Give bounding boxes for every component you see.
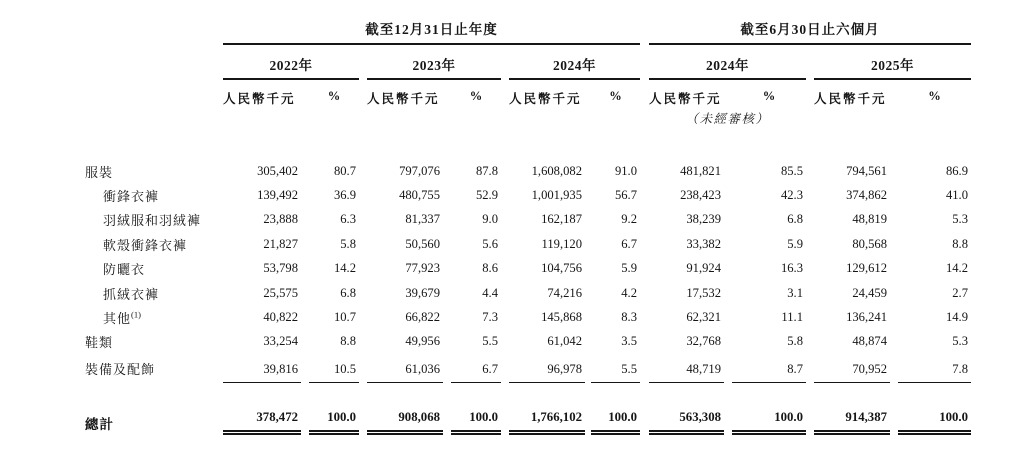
table-cell: 7.3 xyxy=(482,310,498,325)
unit-label: 人民幣千元 xyxy=(367,92,440,106)
total-row-label: 總計 xyxy=(85,416,114,432)
table-cell: 61,036 xyxy=(367,362,443,383)
table-cell: 66,822 xyxy=(405,310,440,325)
percent-label: % xyxy=(609,89,622,103)
table-cell: 5.5 xyxy=(591,362,640,383)
table-cell: 52.9 xyxy=(475,188,498,203)
table-cell: 48,719 xyxy=(649,362,724,383)
table-cell: 5.9 xyxy=(787,236,803,251)
table-cell: 563,308 xyxy=(649,410,724,435)
table-cell: 908,068 xyxy=(367,410,443,435)
table-cell: 5.6 xyxy=(482,236,498,251)
table-cell: 480,755 xyxy=(399,188,440,203)
table-cell: 40,822 xyxy=(263,310,298,325)
table-cell: 100.0 xyxy=(591,410,640,435)
unit-label: 人民幣千元 xyxy=(509,92,582,106)
note-row xyxy=(85,109,975,127)
table-cell: 74,216 xyxy=(547,285,582,300)
table-cell: 41.0 xyxy=(945,188,968,203)
year-header-2024: 2024年 xyxy=(509,45,640,80)
year-header-row xyxy=(85,45,975,80)
table-cell: 23,888 xyxy=(263,212,298,227)
row-label xyxy=(85,210,223,229)
year-header-2022: 2022年 xyxy=(223,45,359,80)
table-cell: 1,608,082 xyxy=(531,163,582,178)
table-cell: 80.7 xyxy=(333,163,356,178)
percent-label: % xyxy=(327,89,341,103)
row-label-text: 其他 xyxy=(103,311,132,327)
table-cell: 91.0 xyxy=(614,163,637,178)
table-cell: 481,821 xyxy=(680,163,721,178)
table-cell: 86.9 xyxy=(945,163,968,178)
table-cell: 119,120 xyxy=(541,236,582,251)
unit-label: 人民幣千元 xyxy=(814,92,887,106)
table-cell: 14.2 xyxy=(333,261,356,276)
table-cell: 8.7 xyxy=(732,362,806,383)
table-cell: 32,768 xyxy=(686,334,721,349)
row-label xyxy=(85,162,223,181)
period-header-row xyxy=(85,18,975,45)
table-cell: 6.8 xyxy=(787,212,803,227)
table-cell: 100.0 xyxy=(898,410,971,435)
table-cell: 9.0 xyxy=(482,212,498,227)
table-cell: 25,575 xyxy=(263,285,298,300)
table-row xyxy=(85,159,975,183)
table-cell: 8.8 xyxy=(952,236,968,251)
table-cell: 5.3 xyxy=(952,212,968,227)
table-cell: 39,679 xyxy=(405,285,440,300)
row-label-text: 服裝 xyxy=(85,164,114,180)
table-cell: 10.5 xyxy=(309,362,359,383)
table-row xyxy=(85,183,975,207)
table-cell: 48,874 xyxy=(852,334,887,349)
table-cell: 797,076 xyxy=(399,163,440,178)
year-header-2023: 2023年 xyxy=(367,45,501,80)
table-cell: 139,492 xyxy=(257,188,298,203)
table-row xyxy=(85,208,975,232)
row-label-text: 防曬衣 xyxy=(103,262,146,278)
table-cell: 145,868 xyxy=(541,310,582,325)
table-cell: 6.7 xyxy=(621,236,637,251)
unaudited-note: （未經審核） xyxy=(685,112,770,126)
table-cell: 6.3 xyxy=(340,212,356,227)
row-label xyxy=(85,308,223,327)
table-cell: 136,241 xyxy=(846,310,887,325)
table-cell: 162,187 xyxy=(541,212,582,227)
table-cell: 5.8 xyxy=(340,236,356,251)
table-cell: 17,532 xyxy=(686,285,721,300)
row-label xyxy=(85,235,223,254)
table-cell: 33,254 xyxy=(263,334,298,349)
table-cell: 4.2 xyxy=(621,285,637,300)
table-row xyxy=(85,257,975,281)
table-cell: 56.7 xyxy=(614,188,637,203)
row-label-text: 羽絨服和羽絨褲 xyxy=(103,213,202,229)
revenue-breakdown-table xyxy=(85,18,975,435)
table-cell: 33,382 xyxy=(686,236,721,251)
row-label-text: 衝鋒衣褲 xyxy=(103,189,160,205)
table-cell: 794,561 xyxy=(846,163,887,178)
table-cell: 7.8 xyxy=(898,362,971,383)
table-cell: 2.7 xyxy=(952,285,968,300)
table-cell: 61,042 xyxy=(547,334,582,349)
table-cell: 11.1 xyxy=(781,310,803,325)
table-cell: 53,798 xyxy=(263,261,298,276)
table-cell: 5.3 xyxy=(952,334,968,349)
row-label xyxy=(85,284,223,303)
period-header-annual: 截至12月31日止年度 xyxy=(223,18,640,45)
row-label-text: 鞋類 xyxy=(85,335,114,351)
year-header-2024-interim: 2024年 xyxy=(649,45,806,80)
table-cell: 14.2 xyxy=(945,261,968,276)
total-row xyxy=(85,410,975,435)
table-cell: 5.5 xyxy=(482,334,498,349)
percent-label: % xyxy=(928,89,941,103)
row-label-text: 抓絨衣褲 xyxy=(103,286,160,302)
table-cell: 81,337 xyxy=(405,212,440,227)
table-cell: 4.4 xyxy=(482,285,498,300)
table-cell: 39,816 xyxy=(223,362,301,383)
percent-label: % xyxy=(469,89,483,103)
table-cell: 24,459 xyxy=(852,285,887,300)
table-cell: 305,402 xyxy=(257,163,298,178)
table-cell: 9.2 xyxy=(621,212,637,227)
table-cell: 914,387 xyxy=(814,410,890,435)
table-cell: 96,978 xyxy=(509,362,585,383)
table-cell: 21,827 xyxy=(263,236,298,251)
table-cell: 87.8 xyxy=(475,163,498,178)
table-row xyxy=(85,305,975,329)
table-cell: 5.9 xyxy=(621,261,637,276)
table-row xyxy=(85,330,975,354)
table-cell: 8.3 xyxy=(621,310,637,325)
year-header-2025-interim: 2025年 xyxy=(814,45,971,80)
table-row xyxy=(85,354,975,383)
table-cell: 10.7 xyxy=(333,310,356,325)
table-body xyxy=(85,159,975,383)
table-cell: 100.0 xyxy=(732,410,806,435)
footnote-marker: (1) xyxy=(131,309,141,320)
table-cell: 378,472 xyxy=(223,410,301,435)
row-label xyxy=(85,186,223,205)
table-cell: 374,862 xyxy=(846,188,887,203)
row-label-text: 軟殼衝鋒衣褲 xyxy=(103,237,188,253)
table-cell: 100.0 xyxy=(309,410,359,435)
unit-header-row xyxy=(85,89,975,107)
period-header-interim: 截至6月30日止六個月 xyxy=(649,18,971,45)
table-cell: 62,321 xyxy=(686,310,721,325)
table-cell: 91,924 xyxy=(686,261,721,276)
table-cell: 238,423 xyxy=(680,188,721,203)
table-cell: 6.7 xyxy=(451,362,501,383)
unit-label: 人民幣千元 xyxy=(649,92,722,106)
table-row xyxy=(85,232,975,256)
table-cell: 129,612 xyxy=(846,261,887,276)
table-cell: 104,756 xyxy=(541,261,582,276)
table-row xyxy=(85,281,975,305)
table-cell: 70,952 xyxy=(814,362,890,383)
table-cell: 1,001,935 xyxy=(531,188,582,203)
table-cell: 1,766,102 xyxy=(509,410,585,435)
table-cell: 36.9 xyxy=(333,188,356,203)
row-label xyxy=(85,332,223,351)
table-cell: 5.8 xyxy=(787,334,803,349)
table-cell: 48,819 xyxy=(852,212,887,227)
table-cell: 38,239 xyxy=(686,212,721,227)
table-cell: 42.3 xyxy=(780,188,803,203)
table-cell: 80,568 xyxy=(852,236,887,251)
table-cell: 8.6 xyxy=(482,261,498,276)
table-cell: 50,560 xyxy=(405,236,440,251)
table-cell: 6.8 xyxy=(340,285,356,300)
table-cell: 14.9 xyxy=(945,310,968,325)
row-label xyxy=(85,259,223,278)
table-cell: 77,923 xyxy=(405,261,440,276)
row-label-text: 裝備及配飾 xyxy=(85,362,156,378)
unit-label: 人民幣千元 xyxy=(223,92,296,106)
table-cell: 8.8 xyxy=(340,334,356,349)
table-cell: 3.1 xyxy=(787,285,803,300)
percent-label: % xyxy=(762,89,776,103)
table-cell: 85.5 xyxy=(780,163,803,178)
table-cell: 49,956 xyxy=(405,334,440,349)
row-label xyxy=(85,359,223,378)
table-cell: 100.0 xyxy=(451,410,501,435)
table-cell: 16.3 xyxy=(780,261,803,276)
table-cell: 3.5 xyxy=(621,334,637,349)
